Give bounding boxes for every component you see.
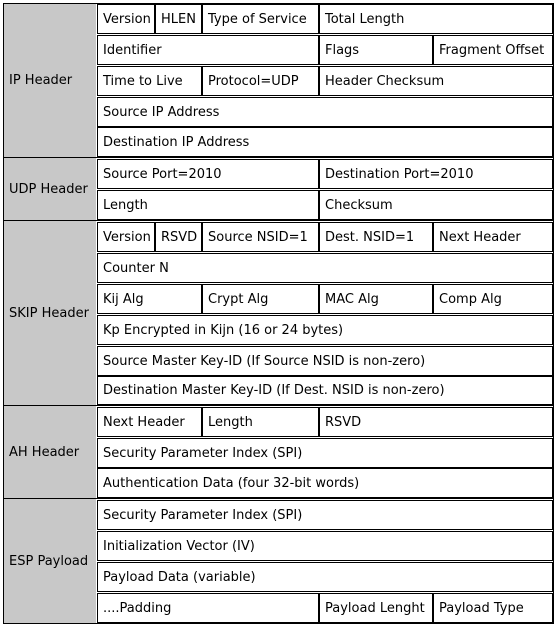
ip-header-checksum-field: Header Checksum: [319, 66, 553, 96]
ah-length-field: Length: [202, 407, 319, 437]
packet-format-table: [3, 3, 554, 624]
skip-next-header-field: Next Header: [433, 222, 553, 252]
udp-destination-port-field: Destination Port=2010: [319, 159, 553, 189]
group-label-ah-header: AH Header: [4, 406, 96, 498]
ip-source-address-field: Source IP Address: [97, 97, 553, 127]
ip-tos-field: Type of Service: [202, 4, 319, 34]
ip-destination-address-field: Destination IP Address: [97, 127, 553, 157]
group-label-udp-header: UDP Header: [4, 158, 96, 220]
ip-total-length-field: Total Length: [319, 4, 553, 34]
ip-fragment-offset-field: Fragment Offset: [433, 35, 553, 65]
group-label-ip-header: IP Header: [4, 4, 96, 157]
esp-spi-field: Security Parameter Index (SPI): [97, 500, 553, 530]
esp-payload-type-field: Payload Type: [433, 593, 553, 623]
skip-dest-nsid-field: Dest. NSID=1: [319, 222, 433, 252]
esp-iv-field: Initialization Vector (IV): [97, 531, 553, 561]
group-label-skip-header: SKIP Header: [4, 221, 96, 405]
ip-hlen-field: HLEN: [155, 4, 202, 34]
skip-mac-alg-field: MAC Alg: [319, 284, 433, 314]
ip-ttl-field: Time to Live: [97, 66, 202, 96]
ip-protocol-field: Protocol=UDP: [202, 66, 319, 96]
skip-comp-alg-field: Comp Alg: [433, 284, 553, 314]
ah-auth-data-field: Authentication Data (four 32-bit words): [97, 468, 553, 498]
ah-rsvd-field: RSVD: [319, 407, 553, 437]
ip-identifier-field: Identifier: [97, 35, 319, 65]
skip-source-nsid-field: Source NSID=1: [202, 222, 319, 252]
esp-padding-field: ....Padding: [97, 593, 319, 623]
udp-checksum-field: Checksum: [319, 190, 553, 220]
udp-source-port-field: Source Port=2010: [97, 159, 319, 189]
skip-dest-master-key-field: Destination Master Key-ID (If Dest. NSID is non-zero): [97, 376, 553, 405]
ip-flags-field: Flags: [319, 35, 433, 65]
ah-spi-field: Security Parameter Index (SPI): [97, 438, 553, 468]
skip-source-master-key-field: Source Master Key-ID (If Source NSID is non-zero): [97, 346, 553, 376]
skip-version-field: Version: [97, 222, 155, 252]
ah-next-header-field: Next Header: [97, 407, 202, 437]
esp-payload-length-field: Payload Lenght: [319, 593, 433, 623]
skip-crypt-alg-field: Crypt Alg: [202, 284, 319, 314]
skip-kp-encrypted-field: Kp Encrypted in Kijn (16 or 24 bytes): [97, 315, 553, 345]
group-label-esp-payload: ESP Payload: [4, 499, 96, 623]
skip-rsvd-field: RSVD: [155, 222, 202, 252]
esp-payload-data-field: Payload Data (variable): [97, 562, 553, 592]
ip-version-field: Version: [97, 4, 155, 34]
skip-kij-alg-field: Kij Alg: [97, 284, 202, 314]
skip-counter-field: Counter N: [97, 253, 553, 283]
udp-length-field: Length: [97, 190, 319, 220]
